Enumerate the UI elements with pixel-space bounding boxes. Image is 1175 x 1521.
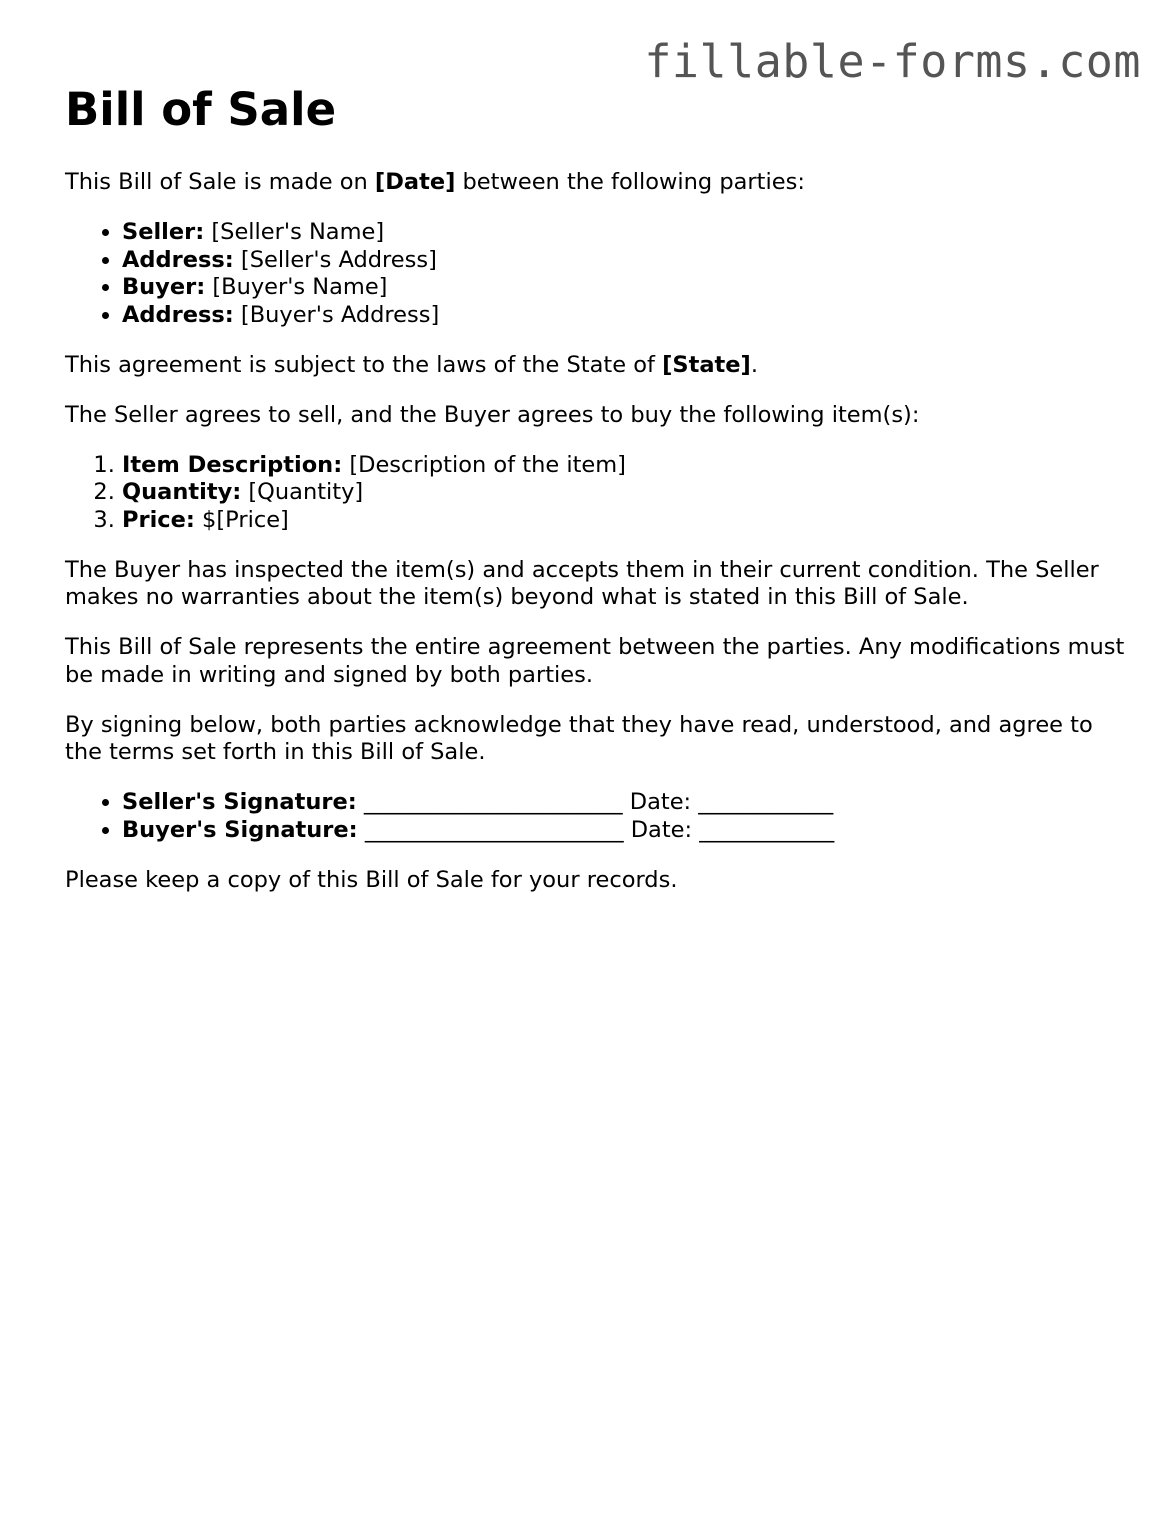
list-item-seller-address <box>122 247 1125 275</box>
list-item-quantity <box>122 479 1125 507</box>
item-label: Item Description: <box>122 451 343 478</box>
page-title: Bill of Sale <box>65 83 337 136</box>
item-value: [Quantity] <box>241 479 364 505</box>
entire-agreement-paragraph: This Bill of Sale represents the entire agreement between the parties. Any modifications must be made in writing and signed by both parties. <box>65 634 1125 688</box>
intro-text-before: This Bill of Sale is made on <box>65 169 375 195</box>
intro-paragraph <box>65 169 1125 197</box>
party-value: [Buyer's Name] <box>205 274 388 300</box>
signature-line: _______________________ Date: ____________ <box>356 789 834 815</box>
governing-law-paragraph <box>65 352 1125 380</box>
signature-line: _______________________ Date: ____________ <box>357 816 835 843</box>
list-item-buyer-signature <box>122 817 1125 845</box>
watermark: fillable-forms.com <box>644 35 1141 88</box>
items-list <box>65 452 1125 535</box>
item-value: [Description of the item] <box>342 451 626 478</box>
signature-label: Seller's Signature: <box>122 789 357 815</box>
law-text-before: This agreement is subject to the laws of the State of <box>65 351 663 378</box>
footer-note: Please keep a copy of this Bill of Sale for your records. <box>65 866 678 893</box>
date-placeholder: [Date] <box>374 169 456 195</box>
party-label: Address: <box>122 301 234 328</box>
list-item-seller <box>122 219 1125 247</box>
party-label: Buyer: <box>122 274 206 300</box>
law-text-after: . <box>750 351 758 378</box>
party-label: Seller: <box>122 219 205 245</box>
list-item-seller-signature <box>122 789 1125 817</box>
list-item-price <box>122 507 1125 535</box>
list-item-buyer-address <box>122 302 1125 330</box>
parties-list <box>65 219 1125 329</box>
party-value: [Seller's Name] <box>204 219 385 245</box>
signatures-list <box>65 789 1125 844</box>
state-placeholder: [State] <box>662 351 751 378</box>
item-value: $[Price] <box>194 506 289 533</box>
intro-text-after: between the following parties: <box>455 169 805 195</box>
party-label: Address: <box>122 246 234 273</box>
party-value: [Seller's Address] <box>233 246 437 273</box>
list-item-buyer <box>122 274 1125 302</box>
signature-label: Buyer's Signature: <box>122 816 358 843</box>
item-label: Price: <box>122 506 195 533</box>
list-item-description <box>122 452 1125 480</box>
party-value: [Buyer's Address] <box>233 301 440 328</box>
document-body <box>65 82 1125 894</box>
acknowledge-paragraph: By signing below, both parties acknowledge that they have read, understood, and agree to the terms set forth in this Bill of Sale. <box>65 711 1093 765</box>
item-label: Quantity: <box>122 479 242 505</box>
inspection-paragraph: The Buyer has inspected the item(s) and accepts them in their current condition. The Seller makes no warranties about the item(s) beyond what is stated in this Bill of Sale. <box>65 556 1099 610</box>
sale-intro-paragraph: The Seller agrees to sell, and the Buyer agrees to buy the following item(s): <box>65 401 920 428</box>
